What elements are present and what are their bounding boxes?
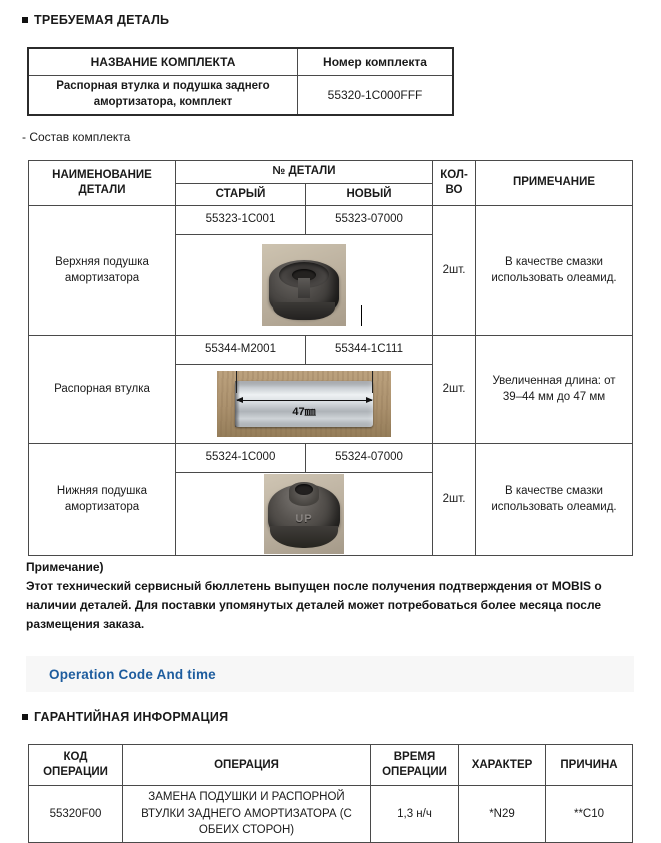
qty-upper-mount: 2шт.: [433, 206, 476, 336]
table-row: [29, 444, 633, 473]
kit-number-header: Номер комплекта: [298, 49, 453, 76]
op-time-value: 1,3 н/ч: [371, 786, 459, 843]
nature-header: ХАРАКТЕР: [459, 745, 546, 786]
required-part-heading: [22, 13, 169, 27]
op-time-header: ВРЕМЯ ОПЕРАЦИИ: [371, 745, 459, 786]
composition-table: [28, 160, 633, 556]
kit-contents-label: - Состав комплекта: [22, 130, 131, 144]
table-row: [29, 49, 453, 76]
lower-shock-mount-photo-cell: [176, 473, 433, 556]
operation-code-banner-label: Operation Code And time: [49, 666, 216, 682]
note-block: [26, 558, 626, 634]
note-title: Примечание): [26, 560, 104, 574]
table-row: [29, 786, 633, 843]
remark-lower-mount: В качестве смазки использовать олеамид.: [476, 444, 633, 556]
op-code-value: 55320F00: [29, 786, 123, 843]
table-header-row: [29, 161, 633, 184]
part-name-spacer-sleeve: Распорная втулка: [29, 336, 176, 444]
table-row: [29, 336, 633, 365]
old-number-upper-mount: 55323-1C001: [176, 206, 306, 235]
upper-shock-mount-photo-cell: [176, 235, 433, 336]
sleeve-dimension-label: 47㎜: [292, 406, 316, 419]
part-number-group-header: № ДЕТАЛИ: [176, 161, 433, 184]
operation-value: ЗАМЕНА ПОДУШКИ И РАСПОРНОЙ ВТУЛКИ ЗАДНЕГО АМОРТИЗАТОРА (С ОБЕИХ СТОРОН): [123, 786, 371, 843]
lower-mount-up-marking: UP: [295, 513, 313, 526]
lower-shock-mount-photo: [264, 474, 344, 554]
text-cursor-caret: [361, 305, 362, 326]
cause-header: ПРИЧИНА: [546, 745, 633, 786]
new-number-spacer-sleeve: 55344-1C111: [306, 336, 433, 365]
upper-shock-mount-photo: [262, 244, 346, 326]
kit-number-value: 55320-1C000FFF: [298, 76, 453, 115]
op-code-header: КОД ОПЕРАЦИИ: [29, 745, 123, 786]
kit-name-value: Распорная втулка и подушка заднего амортизатора, комплект: [29, 76, 298, 115]
operation-header: ОПЕРАЦИЯ: [123, 745, 371, 786]
table-row: [29, 206, 633, 235]
part-name-upper-mount: Верхняя подушка амортизатора: [29, 206, 176, 336]
qty-spacer-sleeve: 2шт.: [433, 336, 476, 444]
table-header-row: [29, 745, 633, 786]
square-bullet-icon: [22, 714, 28, 720]
remark-header: ПРИМЕЧАНИЕ: [476, 161, 633, 206]
part-name-lower-mount: Нижняя подушка амортизатора: [29, 444, 176, 556]
new-number-header: НОВЫЙ: [306, 183, 433, 206]
warranty-info-heading: [22, 710, 228, 724]
remark-spacer-sleeve: Увеличенная длина: от 39–44 мм до 47 мм: [476, 336, 633, 444]
new-number-lower-mount: 55324-07000: [306, 444, 433, 473]
note-body: Этот технический сервисный бюллетень выпущен после получения подтверждения от MOBIS о наличии деталей. Для поставки упомянутых деталей может потребоваться более месяца после размещения заказа.: [26, 579, 602, 631]
warranty-info-heading-label: ГАРАНТИЙНАЯ ИНФОРМАЦИЯ: [34, 710, 229, 724]
old-number-lower-mount: 55324-1C000: [176, 444, 306, 473]
square-bullet-icon: [22, 17, 28, 23]
spacer-sleeve-photo-cell: [176, 365, 433, 444]
nature-value: *N29: [459, 786, 546, 843]
operation-code-banner: [26, 656, 634, 692]
part-name-header: НАИМЕНОВАНИЕ ДЕТАЛИ: [29, 161, 176, 206]
remark-upper-mount: В качестве смазки использовать олеамид.: [476, 206, 633, 336]
kit-name-header: НАЗВАНИЕ КОМПЛЕКТА: [29, 49, 298, 76]
required-part-heading-label: ТРЕБУЕМАЯ ДЕТАЛЬ: [34, 13, 170, 27]
kit-table: [28, 48, 453, 115]
spacer-sleeve-photo: [217, 371, 391, 437]
warranty-table: [28, 744, 633, 843]
cause-value: **C10: [546, 786, 633, 843]
old-number-spacer-sleeve: 55344-M2001: [176, 336, 306, 365]
table-row: [29, 76, 453, 115]
qty-header: КОЛ-ВО: [433, 161, 476, 206]
old-number-header: СТАРЫЙ: [176, 183, 306, 206]
new-number-upper-mount: 55323-07000: [306, 206, 433, 235]
qty-lower-mount: 2шт.: [433, 444, 476, 556]
